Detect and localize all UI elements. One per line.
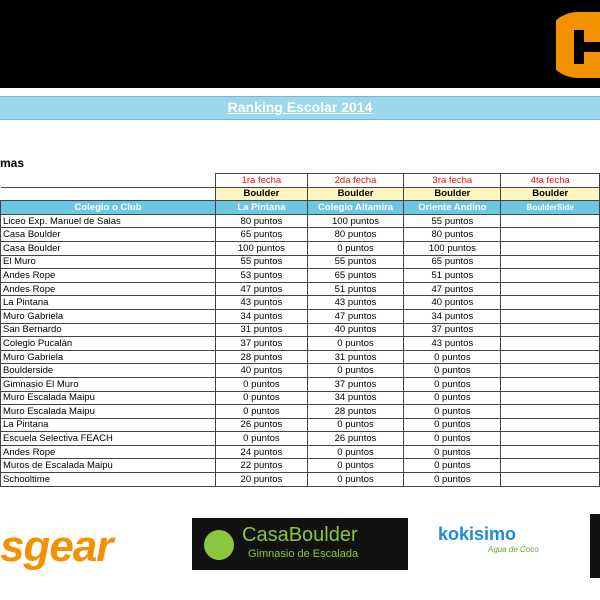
points-cell: 0 puntos	[307, 418, 403, 432]
club-name-cell: Casa Boulder	[1, 228, 216, 242]
table-row	[1, 377, 600, 391]
points-cell: 43 puntos	[404, 337, 501, 351]
points-cell	[501, 296, 600, 310]
points-cell: 100 puntos	[307, 214, 403, 228]
points-cell: 0 puntos	[216, 391, 308, 405]
table-row	[1, 282, 600, 296]
points-cell	[501, 391, 600, 405]
table-row	[1, 350, 600, 364]
fecha-row	[1, 174, 600, 188]
points-cell: 0 puntos	[307, 459, 403, 473]
club-name-cell: Andes Rope	[1, 269, 216, 283]
points-cell: 47 puntos	[404, 282, 501, 296]
points-cell	[501, 377, 600, 391]
table-row	[1, 337, 600, 351]
casaboulder-subtitle: Gimnasio de Escalada	[248, 548, 359, 560]
points-cell: 0 puntos	[307, 337, 403, 351]
club-name-cell: Colegio Pucalán	[1, 337, 216, 351]
points-cell: 24 puntos	[216, 445, 308, 459]
header-blank	[1, 187, 216, 201]
points-cell: 0 puntos	[307, 364, 403, 378]
climber-icon	[204, 530, 234, 560]
points-cell	[501, 350, 600, 364]
sponsor-gear-logo: sgear	[0, 522, 113, 571]
points-cell	[501, 323, 600, 337]
sponsor-edge-logo	[590, 514, 600, 578]
brand-logo-icon	[556, 8, 600, 82]
page-title: Ranking Escolar 2014	[227, 99, 373, 115]
points-cell: 80 puntos	[216, 214, 308, 228]
points-cell: 65 puntos	[404, 255, 501, 269]
table-row	[1, 459, 600, 473]
venue-row	[1, 201, 600, 215]
points-cell: 37 puntos	[307, 377, 403, 391]
discipline-header: Boulder	[501, 187, 600, 201]
points-cell: 55 puntos	[404, 214, 501, 228]
points-cell	[501, 364, 600, 378]
points-cell	[501, 459, 600, 473]
fecha-header: 1ra fecha	[216, 174, 308, 188]
points-cell: 37 puntos	[216, 337, 308, 351]
table-row	[1, 405, 600, 419]
table-row	[1, 473, 600, 487]
points-cell	[501, 269, 600, 283]
discipline-header: Boulder	[307, 187, 403, 201]
discipline-header: Boulder	[216, 187, 308, 201]
points-cell: 31 puntos	[307, 350, 403, 364]
points-cell: 26 puntos	[307, 432, 403, 446]
table-row	[1, 241, 600, 255]
club-name-cell: Boulderside	[1, 364, 216, 378]
table-row	[1, 391, 600, 405]
points-cell: 0 puntos	[216, 432, 308, 446]
title-band	[0, 96, 600, 120]
club-name-cell: Muro Escalada Maipu	[1, 391, 216, 405]
points-cell: 0 puntos	[307, 445, 403, 459]
table-row	[1, 269, 600, 283]
club-name-cell: El Muro	[1, 255, 216, 269]
points-cell: 0 puntos	[404, 350, 501, 364]
points-cell: 37 puntos	[404, 323, 501, 337]
points-cell: 0 puntos	[404, 418, 501, 432]
points-cell	[501, 405, 600, 419]
discipline-row	[1, 187, 600, 201]
sponsor-casaboulder-logo	[192, 518, 408, 570]
points-cell: 34 puntos	[404, 309, 501, 323]
points-cell: 0 puntos	[404, 445, 501, 459]
club-column-header: Colegio o Club	[1, 201, 216, 215]
points-cell: 0 puntos	[404, 459, 501, 473]
table-row	[1, 296, 600, 310]
points-cell	[501, 473, 600, 487]
ranking-sheet	[0, 88, 600, 510]
sponsor-kokisimo-logo	[438, 524, 558, 554]
table-row	[1, 228, 600, 242]
points-cell: 0 puntos	[307, 241, 403, 255]
points-cell	[501, 282, 600, 296]
discipline-header: Boulder	[404, 187, 501, 201]
club-name-cell: La Pintana	[1, 296, 216, 310]
section-label: mas	[0, 156, 25, 170]
points-cell: 0 puntos	[404, 432, 501, 446]
venue-header: Oriente Andino	[404, 201, 501, 215]
venue-header: BoulderSide	[501, 201, 600, 215]
sponsor-footer	[0, 510, 600, 600]
table-row	[1, 214, 600, 228]
points-cell: 0 puntos	[216, 405, 308, 419]
club-name-cell: Muro Gabriela	[1, 350, 216, 364]
points-cell: 0 puntos	[307, 473, 403, 487]
club-name-cell: Muro Gabriela	[1, 309, 216, 323]
points-cell: 26 puntos	[216, 418, 308, 432]
points-cell: 100 puntos	[216, 241, 308, 255]
points-cell: 22 puntos	[216, 459, 308, 473]
fecha-header: 4ta fecha	[501, 174, 600, 188]
points-cell: 40 puntos	[404, 296, 501, 310]
points-cell: 40 puntos	[307, 323, 403, 337]
points-cell: 55 puntos	[216, 255, 308, 269]
points-cell: 20 puntos	[216, 473, 308, 487]
points-cell: 31 puntos	[216, 323, 308, 337]
club-name-cell: Liceo Exp. Manuel de Salas	[1, 214, 216, 228]
points-cell: 28 puntos	[216, 350, 308, 364]
points-cell: 0 puntos	[216, 377, 308, 391]
table-row	[1, 432, 600, 446]
points-cell: 51 puntos	[307, 282, 403, 296]
points-cell	[501, 255, 600, 269]
points-cell	[501, 445, 600, 459]
points-cell	[501, 309, 600, 323]
points-cell: 80 puntos	[307, 228, 403, 242]
points-cell: 80 puntos	[404, 228, 501, 242]
points-cell: 0 puntos	[404, 391, 501, 405]
points-cell	[501, 241, 600, 255]
venue-header: Colegio Altamira	[307, 201, 403, 215]
points-cell: 40 puntos	[216, 364, 308, 378]
club-name-cell: Casa Boulder	[1, 241, 216, 255]
points-cell: 47 puntos	[307, 309, 403, 323]
club-name-cell: Andes Rope	[1, 282, 216, 296]
club-name-cell: La Pintana	[1, 418, 216, 432]
club-name-cell: Muros de Escalada Maipu	[1, 459, 216, 473]
casaboulder-name: CasaBoulder	[242, 524, 358, 546]
kokisimo-subtitle: Agua de Coco	[488, 545, 539, 554]
kokisimo-name: kokisimo	[438, 524, 517, 544]
club-name-cell: Schooltime	[1, 473, 216, 487]
table-row	[1, 364, 600, 378]
fecha-header: 2da fecha	[307, 174, 403, 188]
points-cell: 0 puntos	[404, 473, 501, 487]
table-row	[1, 323, 600, 337]
points-cell: 34 puntos	[216, 309, 308, 323]
table-row	[1, 418, 600, 432]
points-cell	[501, 432, 600, 446]
points-cell: 100 puntos	[404, 241, 501, 255]
club-name-cell: Escuela Selectiva FEACH	[1, 432, 216, 446]
points-cell	[501, 418, 600, 432]
venue-header: La Pintana	[216, 201, 308, 215]
points-cell: 0 puntos	[404, 405, 501, 419]
points-cell: 65 puntos	[216, 228, 308, 242]
ranking-table	[0, 173, 600, 487]
points-cell	[501, 337, 600, 351]
club-name-cell: San Bernardo	[1, 323, 216, 337]
points-cell: 34 puntos	[307, 391, 403, 405]
header-blank	[1, 174, 216, 188]
points-cell: 65 puntos	[307, 269, 403, 283]
table-row	[1, 309, 600, 323]
points-cell: 43 puntos	[216, 296, 308, 310]
points-cell: 43 puntos	[307, 296, 403, 310]
points-cell: 51 puntos	[404, 269, 501, 283]
table-row	[1, 255, 600, 269]
points-cell: 0 puntos	[404, 377, 501, 391]
top-bar	[0, 0, 600, 88]
points-cell	[501, 214, 600, 228]
table-row	[1, 445, 600, 459]
points-cell: 28 puntos	[307, 405, 403, 419]
fecha-header: 3ra fecha	[404, 174, 501, 188]
points-cell	[501, 228, 600, 242]
points-cell: 47 puntos	[216, 282, 308, 296]
points-cell: 53 puntos	[216, 269, 308, 283]
club-name-cell: Andes Rope	[1, 445, 216, 459]
points-cell: 55 puntos	[307, 255, 403, 269]
club-name-cell: Gimnasio El Muro	[1, 377, 216, 391]
club-name-cell: Muro Escalada Maipu	[1, 405, 216, 419]
points-cell: 0 puntos	[404, 364, 501, 378]
